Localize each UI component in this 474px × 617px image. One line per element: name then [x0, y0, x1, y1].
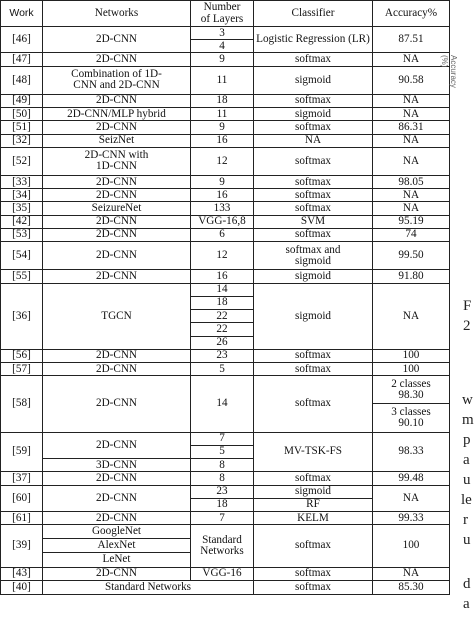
side-fragment: u [463, 472, 471, 488]
cell-networks: 2D-CNN [43, 270, 191, 283]
cell-layers: 18 [191, 498, 254, 511]
table-row [1, 134, 450, 147]
cell-work: [58] [1, 376, 43, 432]
cell-accuracy: 87.51 [373, 27, 450, 53]
cell-layers: 12 [191, 242, 254, 270]
cell-work: [42] [1, 215, 43, 228]
cell-work: [56] [1, 349, 43, 362]
cell-layers: 7 [191, 512, 254, 525]
table-row [1, 228, 450, 241]
cell-networks: 2D-CNN/MLP hybrid [43, 108, 191, 121]
cell-networks: 2D-CNN [43, 27, 191, 53]
table-row [1, 432, 450, 445]
cell-accuracy: 99.33 [373, 512, 450, 525]
cell-layers: 16 [191, 270, 254, 283]
cell-networks: 2D-CNN with 1D-CNN [43, 147, 191, 175]
table-row [1, 66, 450, 94]
cell-layers: 3 [191, 27, 254, 40]
cell-accuracy: 85.30 [373, 580, 450, 594]
cell-layers: 22 [191, 323, 254, 336]
side-fragment: a [463, 452, 470, 468]
header-layers: Number of Layers [191, 1, 254, 27]
cell-layers: 8 [191, 472, 254, 485]
cell-classifier: sigmoid [254, 270, 373, 283]
cell-work: [35] [1, 202, 43, 215]
cell-layers: 23 [191, 349, 254, 362]
cell-classifier: SVM [254, 215, 373, 228]
cell-layers: 14 [191, 376, 254, 432]
cell-work: [60] [1, 485, 43, 511]
cell-classifier: softmax [254, 202, 373, 215]
cell-classifier: sigmoid [254, 485, 373, 498]
table-row [1, 376, 450, 404]
table-row [1, 270, 450, 283]
table-row [1, 53, 450, 66]
cell-classifier: softmax [254, 147, 373, 175]
side-fragment: a [463, 596, 470, 612]
cell-layers: 9 [191, 121, 254, 134]
table-row [1, 108, 450, 121]
cell-classifier: softmax [254, 121, 373, 134]
cell-work: [46] [1, 27, 43, 53]
cell-layers: 4 [191, 40, 254, 53]
cell-networks: 2D-CNN [43, 121, 191, 134]
cell-work: [54] [1, 242, 43, 270]
cell-work: [57] [1, 363, 43, 376]
cell-classifier: KELM [254, 512, 373, 525]
table-row [1, 472, 450, 485]
cell-networks: SeizNet [43, 134, 191, 147]
cell-classifier: sigmoid [254, 283, 373, 349]
cell-layers: 5 [191, 445, 254, 458]
header-work: Work [1, 1, 43, 27]
cell-networks: SeizureNet [43, 202, 191, 215]
cell-classifier: softmax [254, 567, 373, 580]
cell-classifier: softmax and sigmoid [254, 242, 373, 270]
cell-layers: 9 [191, 176, 254, 189]
cell-networks: TGCN [43, 283, 191, 349]
cell-work: [36] [1, 283, 43, 349]
cell-work: [52] [1, 147, 43, 175]
cell-layers: 133 [191, 202, 254, 215]
table-row [1, 485, 450, 498]
cell-classifier: softmax [254, 472, 373, 485]
cell-layers: 18 [191, 296, 254, 309]
cell-layers: VGG-16 [191, 567, 254, 580]
table-row [1, 349, 450, 362]
cell-classifier: softmax [254, 94, 373, 107]
table-row [1, 567, 450, 580]
cell-classifier: MV-TSK-FS [254, 432, 373, 472]
cell-networks: 2D-CNN [43, 512, 191, 525]
cell-accuracy: 100 [373, 363, 450, 376]
cell-accuracy: 99.50 [373, 242, 450, 270]
side-fragment: u [463, 532, 471, 548]
cell-networks: GoogleNet [43, 525, 191, 539]
cell-classifier: sigmoid [254, 108, 373, 121]
cell-layers: 14 [191, 283, 254, 296]
cell-layers: 12 [191, 147, 254, 175]
table-row [1, 215, 450, 228]
cell-networks: AlexNet [43, 539, 191, 553]
cell-layers: 26 [191, 336, 254, 349]
cell-layers: 16 [191, 134, 254, 147]
cell-accuracy: NA [373, 147, 450, 175]
cell-networks: 2D-CNN [43, 363, 191, 376]
cell-classifier: sigmoid [254, 66, 373, 94]
cell-classifier: softmax [254, 53, 373, 66]
cell-accuracy: NA [373, 485, 450, 511]
cell-networks: Standard Networks [43, 580, 254, 594]
table-row [1, 94, 450, 107]
table-row [1, 363, 450, 376]
cell-networks: 3D-CNN [43, 459, 191, 472]
side-fragment: 2 [463, 318, 471, 334]
cell-layers: 11 [191, 108, 254, 121]
side-fragment: d [463, 576, 471, 592]
cell-accuracy: 91.80 [373, 270, 450, 283]
cell-accuracy: 100 [373, 349, 450, 362]
cell-networks: 2D-CNN [43, 94, 191, 107]
cell-accuracy: NA [373, 567, 450, 580]
cell-classifier: softmax [254, 376, 373, 432]
cell-layers: 11 [191, 66, 254, 94]
cell-classifier: NA [254, 134, 373, 147]
cell-networks: 2D-CNN [43, 53, 191, 66]
cell-accuracy: 74 [373, 228, 450, 241]
cell-classifier: Logistic Regression (LR) [254, 27, 373, 53]
cell-classifier: softmax [254, 228, 373, 241]
cell-accuracy: 98.05 [373, 176, 450, 189]
cell-networks: 2D-CNN [43, 472, 191, 485]
side-fragment: r [463, 512, 468, 528]
header-accuracy: Accuracy% [373, 1, 450, 27]
table-header-row [1, 1, 450, 27]
cell-work: [48] [1, 66, 43, 94]
cell-accuracy: 100 [373, 525, 450, 567]
table-row [1, 27, 450, 40]
cell-layers: 5 [191, 363, 254, 376]
cell-layers: 16 [191, 189, 254, 202]
table-row [1, 189, 450, 202]
cell-work: [55] [1, 270, 43, 283]
cell-networks: 2D-CNN [43, 376, 191, 432]
cell-layers: VGG-16,8 [191, 215, 254, 228]
cell-networks: 2D-CNN [43, 228, 191, 241]
cell-networks: 2D-CNN [43, 567, 191, 580]
table-row [1, 147, 450, 175]
cell-work: [49] [1, 94, 43, 107]
cell-accuracy: 90.58 [373, 66, 450, 94]
cell-layers: 8 [191, 459, 254, 472]
cell-accuracy: NA [373, 189, 450, 202]
cell-networks: LeNet [43, 553, 191, 567]
table-row [1, 580, 450, 594]
cell-layers: 23 [191, 485, 254, 498]
cell-accuracy: 86.31 [373, 121, 450, 134]
header-classifier: Classifier [254, 1, 373, 27]
table-row [1, 176, 450, 189]
cell-layers: 18 [191, 94, 254, 107]
cell-networks: 2D-CNN [43, 432, 191, 458]
cell-classifier: softmax [254, 525, 373, 567]
table-row [1, 202, 450, 215]
cell-accuracy: 95.19 [373, 215, 450, 228]
cell-work: [51] [1, 121, 43, 134]
cell-classifier: softmax [254, 349, 373, 362]
cell-layers: 9 [191, 53, 254, 66]
cell-networks: 2D-CNN [43, 176, 191, 189]
cell-networks: Combination of 1D- CNN and 2D-CNN [43, 66, 191, 94]
cell-work: [34] [1, 189, 43, 202]
cell-work: [53] [1, 228, 43, 241]
cell-accuracy: NA [373, 134, 450, 147]
cell-accuracy: NA [373, 94, 450, 107]
table-row [1, 121, 450, 134]
cell-accuracy: NA [373, 283, 450, 349]
cell-accuracy: 3 classes 90.10 [373, 404, 450, 432]
cell-accuracy: 98.33 [373, 432, 450, 472]
cell-accuracy: 2 classes 98.30 [373, 376, 450, 404]
cell-accuracy: NA [373, 202, 450, 215]
side-fragment: le [461, 492, 472, 508]
rotated-axis-label: Accuracy (%) [440, 55, 458, 88]
cell-classifier: RF [254, 498, 373, 511]
cell-work: [39] [1, 525, 43, 567]
side-fragment: m [462, 412, 474, 428]
side-fragment: F [463, 298, 472, 314]
table-row [1, 512, 450, 525]
header-networks: Networks [43, 1, 191, 27]
cell-classifier: softmax [254, 189, 373, 202]
side-fragment: p [463, 432, 471, 448]
cell-layers: 6 [191, 228, 254, 241]
cell-accuracy: NA [373, 53, 450, 66]
cell-networks: 2D-CNN [43, 485, 191, 511]
cell-networks: 2D-CNN [43, 215, 191, 228]
cell-work: [47] [1, 53, 43, 66]
cell-work: [40] [1, 580, 43, 594]
side-fragment: w [462, 392, 473, 408]
cell-classifier: softmax [254, 363, 373, 376]
table-row [1, 525, 450, 539]
cell-networks: 2D-CNN [43, 189, 191, 202]
cell-work: [37] [1, 472, 43, 485]
cell-accuracy: 99.48 [373, 472, 450, 485]
table-row [1, 242, 450, 270]
cell-work: [61] [1, 512, 43, 525]
cell-work: [59] [1, 432, 43, 472]
cell-classifier: softmax [254, 580, 373, 594]
cell-work: [50] [1, 108, 43, 121]
cell-layers: 7 [191, 432, 254, 445]
cell-work: [33] [1, 176, 43, 189]
cell-work: [43] [1, 567, 43, 580]
table-row [1, 283, 450, 296]
cell-classifier: softmax [254, 176, 373, 189]
cell-layers: 22 [191, 310, 254, 323]
cell-networks: 2D-CNN [43, 349, 191, 362]
cell-accuracy: NA [373, 108, 450, 121]
cell-work: [32] [1, 134, 43, 147]
cell-networks: 2D-CNN [43, 242, 191, 270]
cell-layers: Standard Networks [191, 525, 254, 567]
